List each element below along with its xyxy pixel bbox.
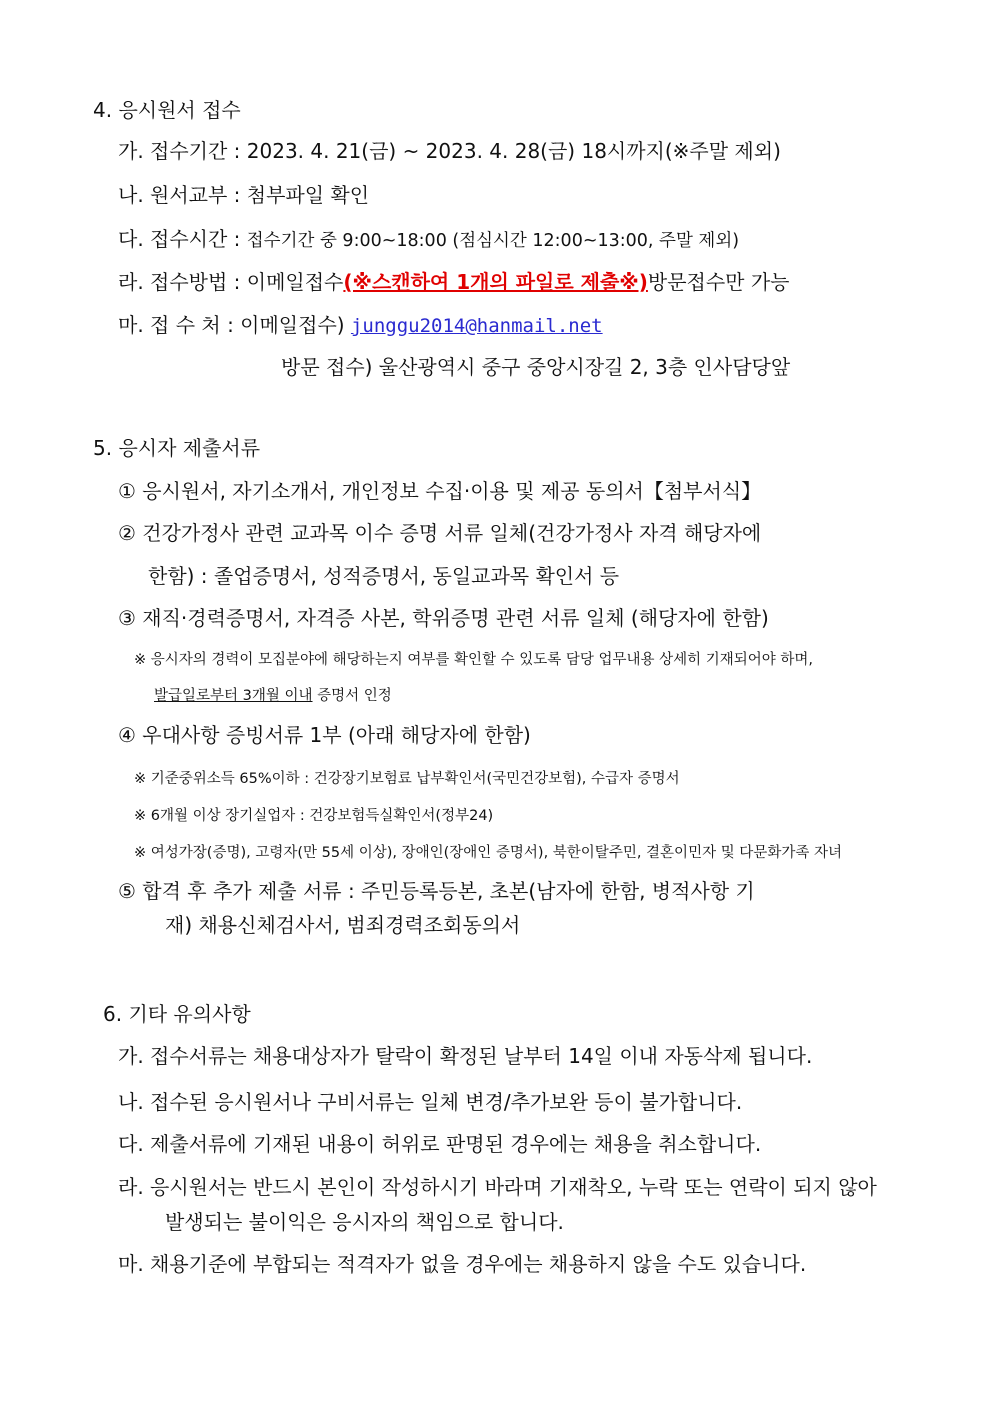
section5-note3-line2 [154,685,392,707]
section5-note4-b: ※ 6개월 이상 장기실업자 : 건강보험득실확인서(정부24) [134,808,494,824]
issue-date-notice: 발급일로부터 3개월 이내 [154,688,313,704]
section5-item3: ③ 재직·경력증명서, 자격증 사본, 학위증명 관련 서류 일체 (해당자에 한함) [118,606,769,630]
item-prefix: 가. 접수기간 : [118,139,241,163]
section6-item-a: 가. 접수서류는 채용대상자가 탈락이 확정된 날부터 14일 이내 자동삭제 됩니다. [118,1044,813,1068]
item-text: 접수기간 중 9:00~18:00 (점심시간 12:00~13:00, 주말 제외) [246,231,740,251]
email-link[interactable]: junggu2014@hanmail.net [350,315,603,337]
section4-item-period [118,137,781,165]
section5-item1: ① 응시원서, 자기소개서, 개인정보 수집·이용 및 제공 동의서【첨부서식】 [118,479,762,503]
item-prefix: 나. 원서교부 : [118,183,241,207]
item-text: 첨부파일 확인 [246,183,370,207]
section5-heading: 5. 응시자 제출서류 [93,436,261,460]
item-text-a: 이메일접수 [246,270,344,294]
scan-notice: (※스캔하여 1개의 파일로 제출※) [343,270,648,294]
section6-heading: 6. 기타 유의사항 [103,1002,251,1026]
section5-item4: ④ 우대사항 증빙서류 1부 (아래 해당자에 한함) [118,723,531,747]
section4-heading: 4. 응시원서 접수 [93,98,241,122]
section4-item-method [118,268,790,296]
section6-item-c: 다. 제출서류에 기재된 내용이 허위로 판명된 경우에는 채용을 취소합니다. [118,1132,762,1156]
section5-item2-line1: ② 건강가정사 관련 교과목 이수 증명 서류 일체(건강가정사 자격 해당자에 [118,521,762,545]
section4-item-place [118,311,603,340]
section6-item-d-line1: 라. 응시원서는 반드시 본인이 작성하시기 바라며 기재착오, 누락 또는 연락이 되지 않아 [118,1175,877,1199]
item-text: 2023. 4. 21(금) ~ 2023. 4. 28(금) 18시까지(※주말 제외) [246,139,781,163]
item-prefix: 마. 접 수 처 : [118,313,234,337]
note-text: 증명서 인정 [312,688,392,704]
section4-item-form [118,181,369,209]
section6-item-e: 마. 채용기준에 부합되는 적격자가 없을 경우에는 채용하지 않을 수도 있습니다. [118,1252,807,1276]
item-prefix: 라. 접수방법 : [118,270,241,294]
item-text-b: 방문접수만 가능 [647,270,790,294]
section5-item5-line1: ⑤ 합격 후 추가 제출 서류 : 주민등록등본, 초본(남자에 한함, 병적사항 기 [118,879,755,903]
section6-item-b: 나. 접수된 응시원서나 구비서류는 일체 변경/추가보완 등이 불가합니다. [118,1090,743,1114]
section5-note4-c: ※ 여성가장(증명), 고령자(만 55세 이상), 장애인(장애인 증명서), 북한이탈주민, 결혼이민자 및 다문화가족 자녀 [134,845,842,861]
item-text-a: 이메일접수) [240,313,345,337]
section5-note3-line1: ※ 응시자의 경력이 모집분야에 해당하는지 여부를 확인할 수 있도록 담당 업무내용 상세히 기재되어야 하며, [134,652,813,668]
section5-note4-a: ※ 기준중위소득 65%이하 : 건강장기보험료 납부확인서(국민건강보험), 수급자 증명서 [134,771,680,787]
section5-item2-line2: 한함) : 졸업증명서, 성적증명서, 동일교과목 확인서 등 [148,564,620,588]
section4-item-visit: 방문 접수) 울산광역시 중구 중앙시장길 2, 3층 인사담당앞 [281,355,791,379]
section6-item-d-line2: 발생되는 불이익은 응시자의 책임으로 합니다. [165,1210,564,1234]
section4-item-hours [118,225,739,255]
item-prefix: 다. 접수시간 : [118,227,241,251]
section5-item5-line2: 재) 채용신체검사서, 범죄경력조회동의서 [165,913,521,937]
